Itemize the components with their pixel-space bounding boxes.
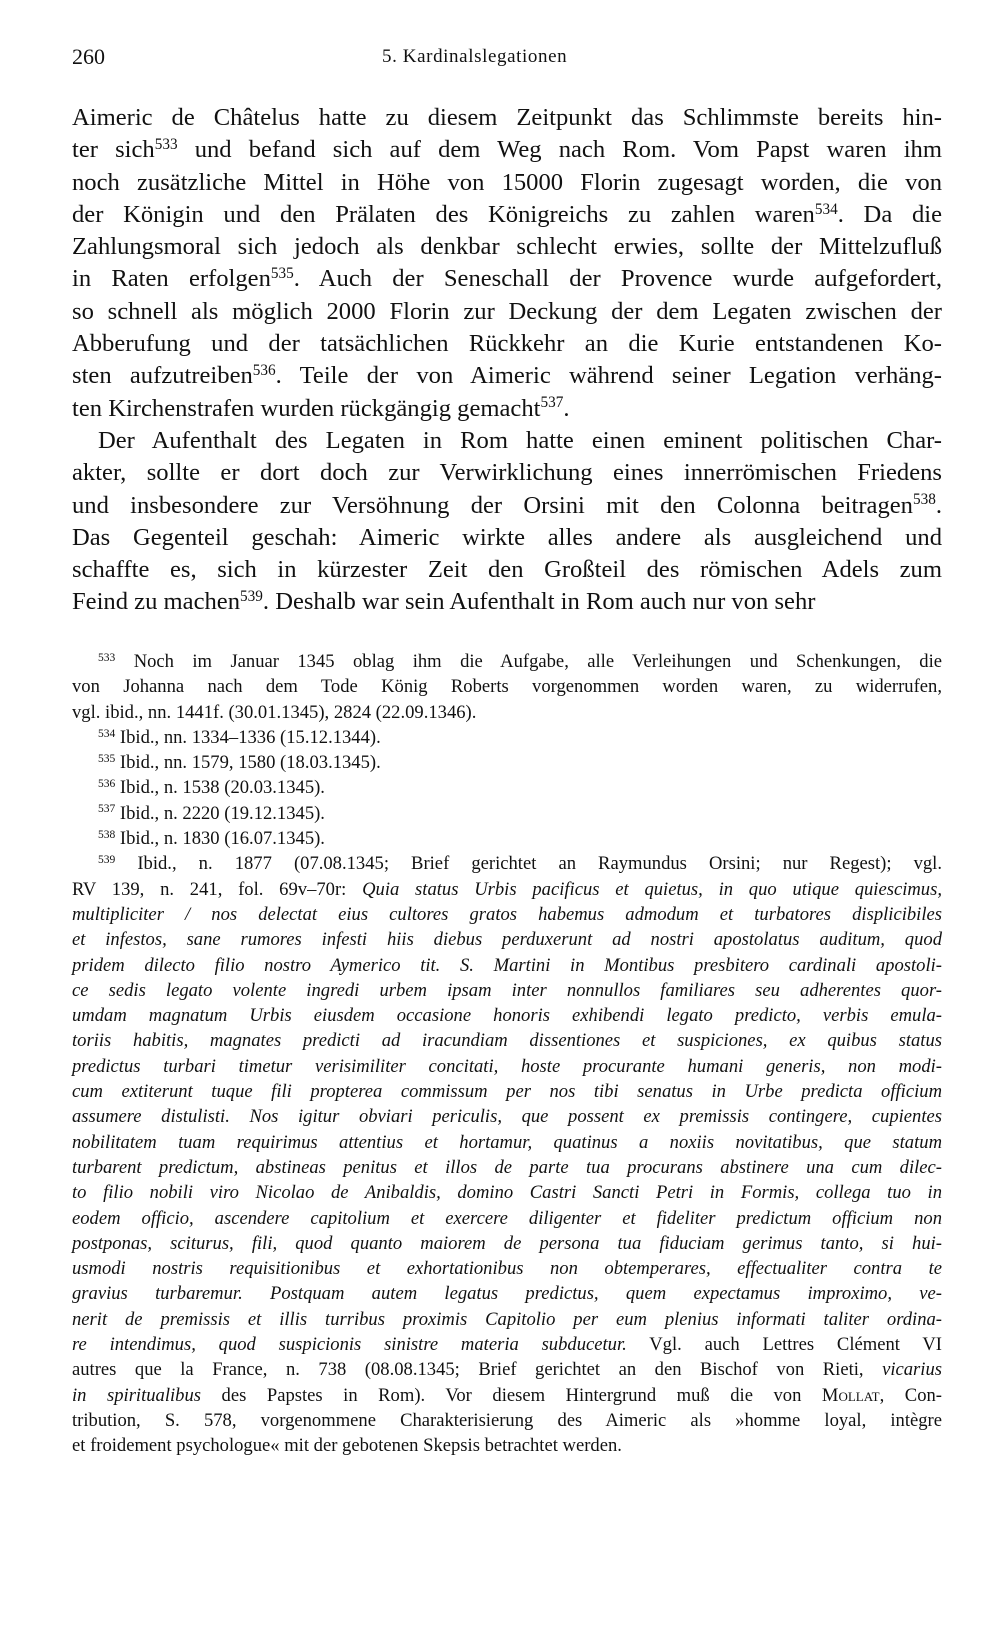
footnote-line: $^{539}$ Ibid., n. 1877 (07.08.1345; Brief gerichtet an Raymundus Orsini; nur Regest); vgl. <box>98 853 942 875</box>
footnote-line: $^{536}$ Ibid., n. 1538 (20.03.1345). <box>98 777 325 799</box>
footnote-line: von Johanna nach dem Tode König Roberts vorgenommen worden waren, zu widerrufen, <box>72 676 942 698</box>
footnote-line: pridem dilecto filio nostro Aymerico tit. S. Martini in Montibus presbitero cardinali apostoli- <box>72 954 942 976</box>
footnote-line: to filio nobili viro Nicolao de Anibaldis, domino Castri Sancti Petri in Formis, collega tuo in <box>72 1182 942 1204</box>
text-line: in Raten erfolgen$^{535}$. Auch der Seneschall der Provence wurde aufgefordert, <box>72 265 942 293</box>
text-line: Der Aufenthalt des Legaten in Rom hatte einen eminent politischen Char- <box>98 426 942 454</box>
text-line: ter sich$^{533}$ und befand sich auf dem Weg nach Rom. Vom Papst waren ihm <box>72 135 942 164</box>
text-line: noch zusätzliche Mittel in Höhe von 15000 Florin zugesagt worden, die von <box>72 168 942 196</box>
footnote-line: $^{535}$ Ibid., nn. 1579, 1580 (18.03.1345). <box>98 752 381 774</box>
footnote-line: RV 139, n. 241, fol. 69v–70r: Quia status Urbis pacificus et quietus, in quo utique quiescimus, <box>72 878 942 900</box>
footnote-line: predictus turbari timetur verisimiliter concitati, hoste procurante humani generis, non modi- <box>72 1055 942 1077</box>
text-line: Aimeric de Châtelus hatte zu diesem Zeitpunkt das Schlimmste bereits hin- <box>72 104 942 131</box>
footnote-line: in spiritualibus des Papstes in Rom). Vor diesem Hintergrund muß die von Mollat, Con- <box>72 1384 942 1406</box>
running-title: 5. Kardinalslegationen <box>382 46 568 67</box>
footnote-line: $^{534}$ Ibid., nn. 1334–1336 (15.12.1344). <box>98 726 381 748</box>
footnote-line: et froidement psychologue« mit der gebotenen Skepsis betrachtet werden. <box>72 1435 622 1457</box>
footnote-line: assumere distulisti. Nos igitur obviari periculis, que possent ex premissis contingere, cupientes <box>72 1106 942 1128</box>
footnote-line: nerit de premissis et illis turribus proximis Capitolio per eum plenius informati taliter ordina- <box>72 1308 942 1330</box>
footnote-line: turbarent predictum, abstineas penitus et illos de parte tua procurans abstinere una cum dilec- <box>72 1156 942 1178</box>
footnote-line: et infestos, sane rumores infesti hiis diebus perduxerunt ad nostri apostolatus auditum, quod <box>72 929 942 951</box>
footnote-line: $^{537}$ Ibid., n. 2220 (19.12.1345). <box>98 802 325 824</box>
footnote-line: usmodi nostris requisitionibus et exhortationibus non obtemperares, effectualiter contra te <box>72 1258 942 1280</box>
text-line: schaffte es, sich in kürzester Zeit den Großteil des römischen Adels zum <box>72 556 942 584</box>
footnote-line: re intendimus, quod suspicionis sinistre materia subducetur. Vgl. auch Lettres Clément VI <box>72 1334 942 1356</box>
footnote-line: autres que la France, n. 738 (08.08.1345; Brief gerichtet an den Bischof von Rieti, vicarius <box>72 1359 942 1381</box>
page-number: 260 <box>72 44 105 69</box>
footnote-line: postponas, sciturus, fili, quod quanto maiorem de persona tua fiduciam gerimus tanto, si hui- <box>72 1232 942 1254</box>
main-text <box>72 102 942 619</box>
text-line: akter, sollte er dort doch zur Verwirklichung eines innerrömischen Friedens <box>72 459 942 487</box>
footnote-line: $^{533}$ Noch im Januar 1345 oblag ihm die Aufgabe, alle Verleihungen und Schenkungen, die <box>98 651 942 672</box>
text-line: Feind zu machen$^{539}$. Deshalb war sein Aufenthalt in Rom auch nur von sehr <box>72 588 816 616</box>
footnote-line: nobilitatem tuam requirimus attentius et hortamur, quatinus a noxiis novitatibus, que statum <box>72 1131 942 1153</box>
footnote-line: toriis habitis, magnates predicti ad iracundiam dissentiones et suspiciones, ex quibus status <box>72 1030 942 1052</box>
text-line: ten Kirchenstrafen wurden rückgängig gemacht$^{537}$. <box>72 394 570 422</box>
footnote-line: umdam magnatum Urbis eiusdem occasione honoris exhibendi legato predicto, verbis emula- <box>72 1005 942 1027</box>
footnote-line: $^{538}$ Ibid., n. 1830 (16.07.1345). <box>98 828 325 850</box>
text-line: und insbesondere zur Versöhnung der Orsini mit den Colonna beitragen$^{538}$. <box>72 491 942 519</box>
text-line: Zahlungsmoral sich jedoch als denkbar schlecht erwies, sollte der Mittelzufluß <box>72 233 942 261</box>
footnote-line: eodem officio, ascendere capitolium et exercere diligenter et fideliter predictum officium non <box>72 1207 942 1229</box>
text-line: sten aufzutreiben$^{536}$. Teile der von Aimeric während seiner Legation verhäng- <box>72 362 942 390</box>
footnote-line: multipliciter / nos delectat eius cultores gratos habemus admodum et turbatores displicibiles <box>72 903 942 925</box>
footnote-line: tribution, S. 578, vorgenommene Charakterisierung des Aimeric als »homme loyal, intègre <box>72 1409 942 1431</box>
text-line: der Königin und den Prälaten des Königreichs zu zahlen waren$^{534}$. Da die <box>72 200 942 228</box>
footnote-line: cum extiterunt tuque fili propterea commissum per nos tibi senatus in Urbe predicta officium <box>72 1081 942 1103</box>
text-line: Das Gegenteil geschah: Aimeric wirkte alles andere als ausgleichend und <box>72 523 942 551</box>
footnote-line: vgl. ibid., nn. 1441f. (30.01.1345), 2824 (22.09.1346). <box>72 701 477 723</box>
text-line: Abberufung und der tatsächlichen Rückkehr an die Kurie entstandenen Ko- <box>72 330 942 358</box>
page-header <box>72 44 942 74</box>
footnote-line: gravius turbaremur. Postquam autem legatus predictus, quem expectamus improximo, ve- <box>72 1283 942 1305</box>
text-line: so schnell als möglich 2000 Florin zur Deckung der dem Legaten zwischen der <box>72 297 942 325</box>
footnotes <box>72 649 942 1459</box>
footnote-line: ce sedis legato volente ingredi urbem ipsam inter nonnullos familiares seu adherentes quor- <box>72 979 942 1001</box>
